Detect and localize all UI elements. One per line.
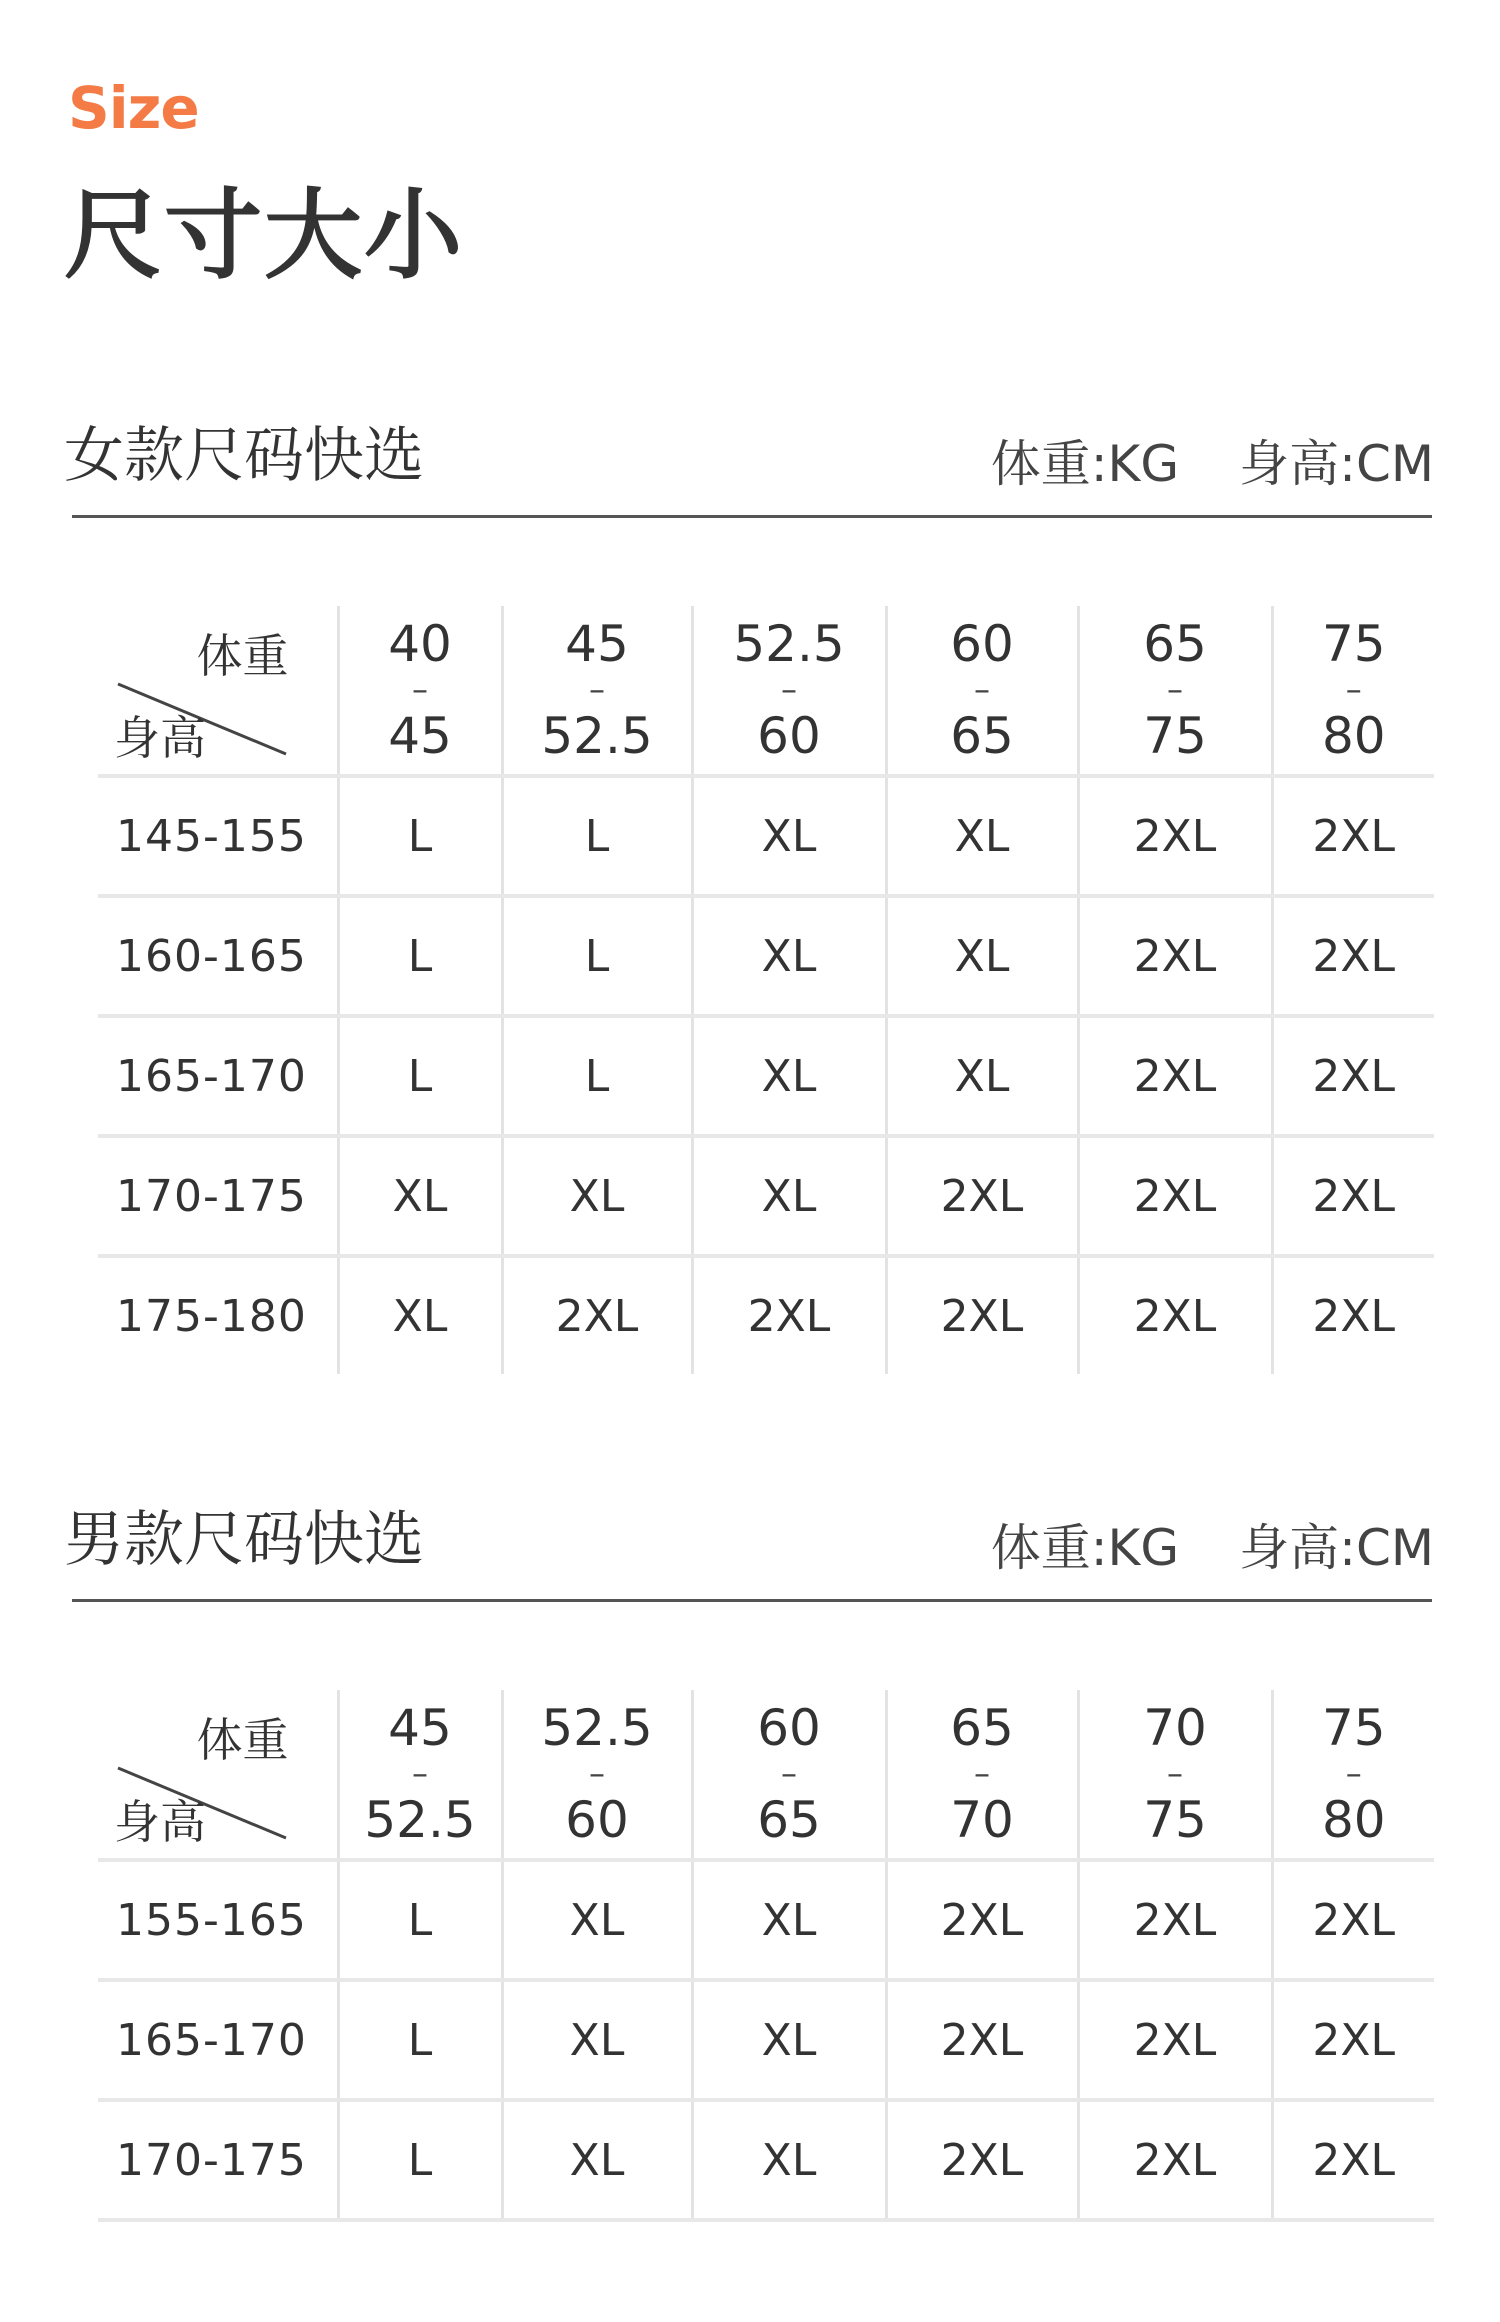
size-cell: L — [338, 1860, 502, 1980]
size-cell: XL — [692, 1016, 886, 1136]
size-cell: 2XL — [1272, 776, 1434, 896]
weight-range-to: 80 — [1321, 707, 1386, 765]
women-units — [991, 424, 1434, 504]
weight-range-to: 52.5 — [364, 1791, 476, 1849]
size-cell: XL — [502, 1980, 692, 2100]
men-section-title: 男款尺码快选 — [64, 1505, 424, 1575]
size-cell: L — [338, 1016, 502, 1136]
weight-range-header — [886, 606, 1078, 776]
weight-unit-label: 体重:KG — [990, 1519, 1180, 1577]
weight-range-header — [1272, 1690, 1434, 1860]
size-cell: XL — [338, 1256, 502, 1376]
weight-range-from: 52.5 — [541, 1699, 653, 1757]
size-cell: 2XL — [886, 1256, 1078, 1376]
weight-range-to: 65 — [757, 1791, 821, 1849]
size-cell: 2XL — [1272, 2100, 1434, 2220]
weight-range-to: 52.5 — [541, 707, 653, 765]
size-cell: XL — [692, 2100, 886, 2220]
size-cell: 2XL — [1272, 1256, 1434, 1376]
weight-range-header — [338, 1690, 502, 1860]
corner-weight-label: 体重 — [196, 1713, 289, 1767]
weight-range-header — [502, 1690, 692, 1860]
women-size-section — [0, 416, 1500, 1416]
weight-range-from: 75 — [1321, 615, 1386, 673]
size-cell: 2XL — [1272, 1980, 1434, 2100]
size-cell: L — [338, 896, 502, 1016]
weight-range-dash: – — [974, 1754, 990, 1792]
weight-unit-label: 体重:KG — [990, 435, 1180, 493]
height-unit-label: 身高:CM — [1239, 1519, 1434, 1577]
weight-range-from: 45 — [388, 1699, 452, 1757]
corner-height-label: 身高 — [114, 1795, 206, 1849]
women-section-divider — [72, 515, 1432, 518]
weight-range-header — [502, 606, 692, 776]
weight-range-header — [692, 1690, 886, 1860]
height-range-cell: 175-180 — [116, 1290, 307, 1342]
weight-range-from: 40 — [388, 615, 452, 673]
table-row — [98, 1980, 1434, 2100]
height-range-cell: 160-165 — [98, 896, 338, 1016]
height-range-cell: 155-165 — [98, 1860, 338, 1980]
size-cell: XL — [692, 896, 886, 1016]
weight-range-dash: – — [1345, 670, 1362, 708]
size-cell: 2XL — [1078, 896, 1272, 1016]
weight-range-to: 70 — [950, 1791, 1014, 1849]
weight-range-dash: – — [1167, 670, 1183, 708]
size-cell: 2XL — [1078, 1016, 1272, 1136]
weight-range-dash: – — [974, 670, 990, 708]
size-cell: 2XL — [886, 1980, 1078, 2100]
size-cell: 2XL — [1078, 776, 1272, 896]
size-cell: 2XL — [886, 2100, 1078, 2220]
height-range-cell: 165-170 — [98, 1016, 338, 1136]
weight-range-dash: – — [780, 670, 797, 708]
size-cell: L — [338, 2100, 502, 2220]
size-cell: XL — [502, 1860, 692, 1980]
men-units — [991, 1508, 1434, 1588]
size-cell: L — [502, 896, 692, 1016]
men-weight-header-row — [98, 1690, 1434, 1860]
weight-range-to: 75 — [1143, 707, 1207, 765]
weight-range-header — [338, 606, 502, 776]
men-section-divider — [72, 1599, 1432, 1602]
women-weight-header-row — [98, 606, 1434, 776]
size-cell: XL — [692, 1980, 886, 2100]
size-cell: 2XL — [1078, 1136, 1272, 1256]
size-cell: XL — [502, 2100, 692, 2220]
size-cell: XL — [886, 896, 1078, 1016]
weight-range-dash: – — [411, 1754, 428, 1792]
table-row — [98, 1860, 1434, 1980]
weight-range-header — [1078, 606, 1272, 776]
size-cell: 2XL — [1272, 1016, 1434, 1136]
men-size-section — [0, 1500, 1500, 2322]
size-cell: 2XL — [502, 1256, 692, 1376]
size-cell: XL — [338, 1136, 502, 1256]
weight-range-from: 70 — [1143, 1699, 1207, 1757]
weight-range-dash: – — [1167, 1754, 1183, 1792]
weight-range-to: 60 — [565, 1791, 629, 1849]
table-row — [98, 776, 1434, 896]
size-cell: 2XL — [692, 1256, 886, 1376]
women-corner-cell — [98, 606, 338, 776]
size-heading-cn: 尺寸大小 — [64, 179, 465, 293]
weight-range-dash: – — [781, 1754, 797, 1792]
weight-range-from: 65 — [1143, 615, 1207, 673]
height-range-cell: 165-170 — [98, 1980, 338, 2100]
weight-range-to: 80 — [1321, 1791, 1386, 1849]
size-cell: 2XL — [1078, 1980, 1272, 2100]
size-cell: L — [338, 1980, 502, 2100]
weight-range-header — [692, 606, 886, 776]
corner-height-label: 身高 — [114, 711, 206, 765]
weight-range-from: 75 — [1321, 1699, 1386, 1757]
table-row — [98, 2100, 1434, 2220]
size-cell: L — [502, 776, 692, 896]
weight-range-to: 45 — [388, 707, 452, 765]
table-row — [98, 1016, 1434, 1136]
weight-range-header — [1272, 606, 1434, 776]
weight-range-to: 65 — [950, 707, 1014, 765]
weight-range-to: 75 — [1143, 1791, 1207, 1849]
table-row — [98, 896, 1434, 1016]
weight-range-dash: – — [1345, 1754, 1362, 1792]
corner-weight-label: 体重 — [196, 629, 289, 683]
size-cell: XL — [692, 1860, 886, 1980]
height-range-cell: 145-155 — [98, 776, 338, 896]
size-cell: 2XL — [886, 1136, 1078, 1256]
size-cell: XL — [502, 1136, 692, 1256]
weight-range-from: 52.5 — [733, 615, 845, 673]
size-cell: XL — [692, 776, 886, 896]
height-range-cell: 170-175 — [98, 1136, 338, 1256]
size-cell: L — [502, 1016, 692, 1136]
weight-range-from: 45 — [565, 615, 629, 673]
size-cell: 2XL — [1078, 1256, 1272, 1376]
women-size-table — [98, 606, 1434, 1378]
size-cell: 2XL — [1078, 1860, 1272, 1980]
weight-range-from: 60 — [950, 615, 1014, 673]
size-cell: 2XL — [1272, 1136, 1434, 1256]
size-cell: 2XL — [886, 1860, 1078, 1980]
women-section-title: 女款尺码快选 — [64, 421, 424, 491]
size-cell: XL — [886, 1016, 1078, 1136]
size-cell: XL — [692, 1136, 886, 1256]
men-corner-cell — [98, 1690, 338, 1860]
weight-range-to: 60 — [757, 707, 821, 765]
size-heading-en: Size — [68, 74, 199, 142]
weight-range-header — [886, 1690, 1078, 1860]
weight-range-dash: – — [588, 1754, 605, 1792]
height-unit-label: 身高:CM — [1239, 435, 1434, 493]
weight-range-from: 60 — [757, 1699, 821, 1757]
weight-range-dash: – — [412, 670, 428, 708]
size-cell: XL — [886, 776, 1078, 896]
weight-range-dash: – — [588, 670, 605, 708]
table-row — [98, 1136, 1434, 1256]
men-size-table — [98, 1690, 1434, 2222]
weight-range-from: 65 — [950, 1699, 1014, 1757]
size-cell: 2XL — [1272, 896, 1434, 1016]
size-cell: L — [338, 776, 502, 896]
size-cell: 2XL — [1272, 1860, 1434, 1980]
table-row — [98, 1256, 1434, 1376]
height-range-cell: 170-175 — [98, 2100, 338, 2220]
size-cell: 2XL — [1078, 2100, 1272, 2220]
weight-range-header — [1078, 1690, 1272, 1860]
